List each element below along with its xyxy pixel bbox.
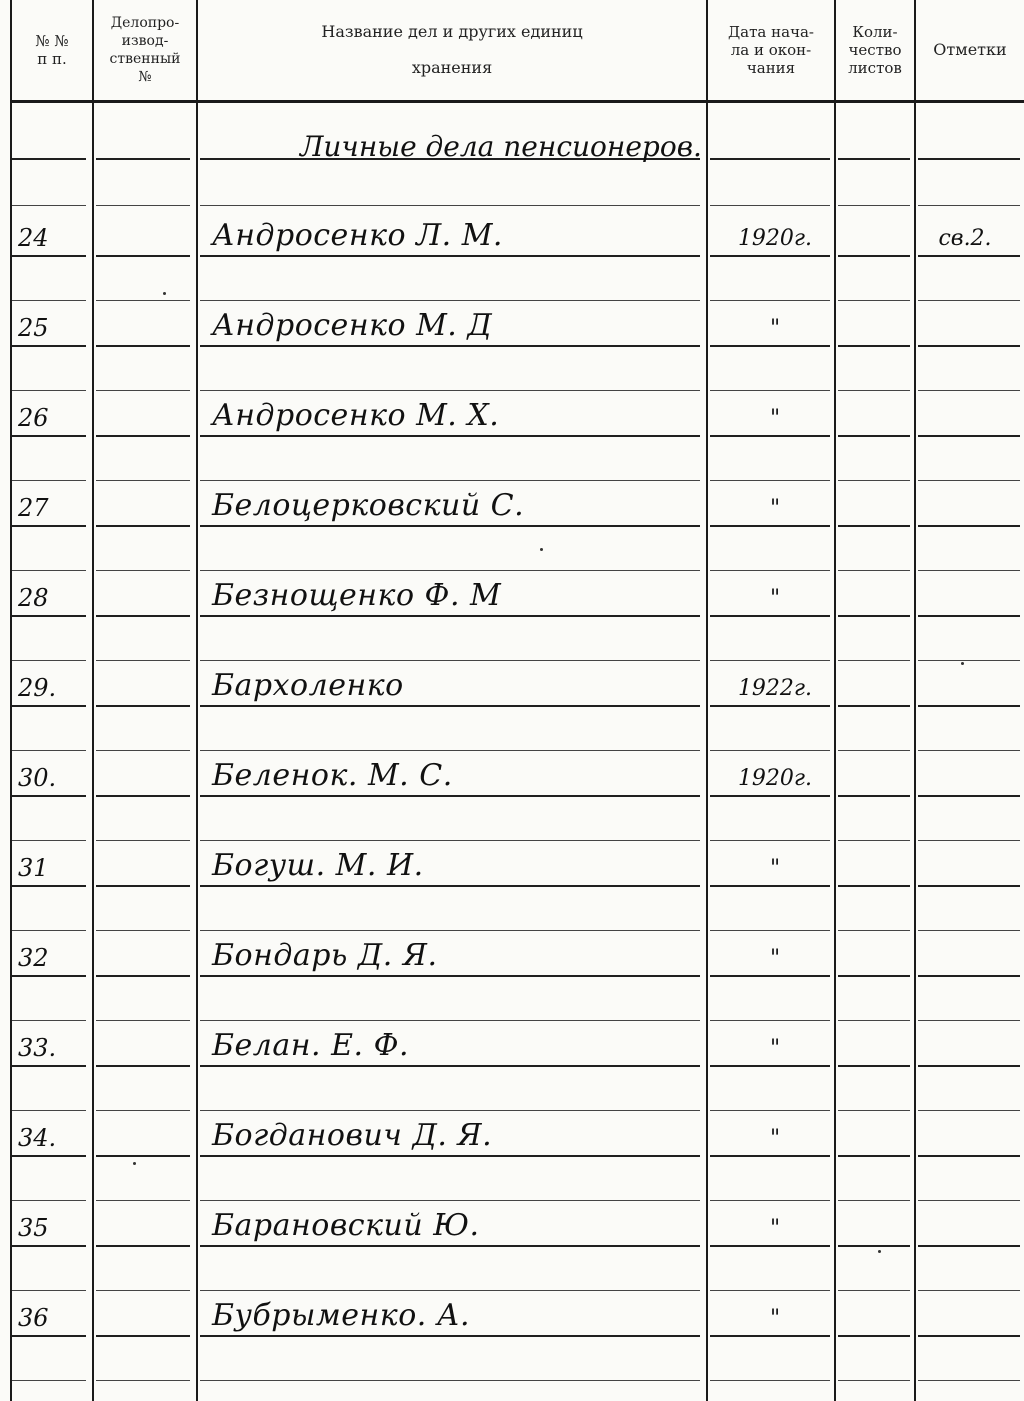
- case-date: ": [769, 406, 781, 431]
- row-rule: [710, 1290, 830, 1291]
- paper-speck: [878, 1250, 881, 1253]
- row-rule: [918, 975, 1020, 977]
- row-rule: [918, 1245, 1020, 1247]
- row-rule: [12, 795, 86, 797]
- row-rule: [200, 1065, 700, 1067]
- row-rule: [200, 570, 700, 571]
- row-rule: [96, 300, 190, 301]
- row-rule: [12, 525, 86, 527]
- row-number: 36: [18, 1304, 49, 1332]
- row-rule: [838, 205, 910, 206]
- row-rule: [838, 525, 910, 527]
- row-rule: [838, 1245, 910, 1247]
- row-rule: [710, 255, 830, 257]
- row-rule: [838, 345, 910, 347]
- row-rule: [200, 750, 700, 751]
- row-rule: [710, 158, 830, 160]
- row-rule: [710, 930, 830, 931]
- row-rule: [918, 158, 1020, 160]
- row-rule: [12, 480, 86, 481]
- row-number: 29.: [18, 674, 57, 702]
- row-rule: [96, 750, 190, 751]
- row-rule: [96, 570, 190, 571]
- row-rule: [838, 1290, 910, 1291]
- row-rule: [200, 390, 700, 391]
- row-rule: [200, 1335, 700, 1337]
- row-rule: [200, 840, 700, 841]
- row-rule: [710, 1110, 830, 1111]
- row-rule: [838, 1335, 910, 1337]
- row-rule: [838, 975, 910, 977]
- row-rule: [918, 1065, 1020, 1067]
- row-rule: [12, 1245, 86, 1247]
- row-rule: [96, 705, 190, 707]
- row-rule: [918, 840, 1020, 841]
- row-rule: [838, 1020, 910, 1021]
- row-rule: [838, 840, 910, 841]
- row-rule: [710, 660, 830, 661]
- case-date: ": [769, 1126, 781, 1151]
- row-rule: [838, 435, 910, 437]
- paper-speck: [133, 1162, 136, 1165]
- row-rule: [838, 1200, 910, 1201]
- row-rule: [710, 795, 830, 797]
- row-rule: [96, 525, 190, 527]
- row-rule: [200, 525, 700, 527]
- section-title: Личные дела пенсионеров.: [300, 130, 702, 163]
- row-rule: [96, 480, 190, 481]
- row-rule: [710, 525, 830, 527]
- row-rule: [96, 1020, 190, 1021]
- row-rule: [12, 300, 86, 301]
- row-rule: [838, 615, 910, 617]
- row-rule: [918, 255, 1020, 257]
- row-rule: [96, 255, 190, 257]
- row-rule: [200, 975, 700, 977]
- row-number: 31: [18, 854, 49, 882]
- row-rule: [838, 705, 910, 707]
- row-rule: [918, 300, 1020, 301]
- row-rule: [12, 1110, 86, 1111]
- paper-speck: [961, 662, 964, 665]
- row-rule: [918, 660, 1020, 661]
- row-rule: [12, 1065, 86, 1067]
- row-rule: [838, 300, 910, 301]
- header-col-dates: Дата нача- ла и окон- чания: [727, 23, 814, 77]
- row-rule: [200, 930, 700, 931]
- row-number: 25: [18, 314, 49, 342]
- row-rule: [710, 975, 830, 977]
- case-title: Андросенко Л. М.: [212, 218, 503, 253]
- header-rule: [10, 100, 1024, 103]
- row-rule: [918, 390, 1020, 391]
- header-col-title: Название дел и других единиц хранения: [321, 22, 583, 77]
- row-rule: [12, 840, 86, 841]
- header-col-office-number: Делопро- извод- ственный №: [109, 15, 181, 85]
- row-rule: [12, 570, 86, 571]
- row-rule: [838, 1110, 910, 1111]
- case-title: Безнощенко Ф. М: [212, 578, 502, 613]
- row-rule: [96, 795, 190, 797]
- row-rule: [710, 615, 830, 617]
- column-rule: [10, 0, 12, 1401]
- column-rule: [196, 0, 198, 1401]
- row-rule: [710, 1020, 830, 1021]
- column-rule: [92, 0, 94, 1401]
- row-rule: [838, 795, 910, 797]
- row-rule: [710, 390, 830, 391]
- row-rule: [710, 1380, 830, 1381]
- row-rule: [12, 1380, 86, 1381]
- row-rule: [96, 205, 190, 206]
- row-rule: [710, 205, 830, 206]
- row-rule: [200, 1380, 700, 1381]
- case-date: 1922г.: [737, 676, 813, 701]
- row-rule: [918, 525, 1020, 527]
- row-rule: [12, 390, 86, 391]
- row-rule: [200, 300, 700, 301]
- row-rule: [710, 750, 830, 751]
- row-rule: [710, 300, 830, 301]
- row-rule: [12, 158, 86, 160]
- header-col-notes: Отметки: [933, 40, 1007, 59]
- case-title: Беленок. М. С.: [212, 758, 453, 793]
- row-rule: [918, 1380, 1020, 1381]
- row-rule: [96, 435, 190, 437]
- case-note: св.2.: [938, 226, 992, 251]
- row-rule: [918, 205, 1020, 206]
- row-rule: [918, 1110, 1020, 1111]
- header-col-sheets: Коли- чество листов: [848, 23, 902, 77]
- row-rule: [200, 1110, 700, 1111]
- row-rule: [12, 615, 86, 617]
- row-rule: [918, 615, 1020, 617]
- row-rule: [96, 930, 190, 931]
- row-number: 33.: [18, 1034, 57, 1062]
- row-rule: [96, 1200, 190, 1201]
- row-rule: [918, 750, 1020, 751]
- row-rule: [838, 390, 910, 391]
- row-rule: [918, 345, 1020, 347]
- row-rule: [96, 1380, 190, 1381]
- row-rule: [12, 255, 86, 257]
- row-rule: [96, 975, 190, 977]
- row-rule: [200, 1290, 700, 1291]
- row-rule: [200, 795, 700, 797]
- row-rule: [710, 705, 830, 707]
- case-title: Белоцерковский С.: [212, 488, 525, 523]
- row-rule: [918, 795, 1020, 797]
- row-number: 32: [18, 944, 49, 972]
- row-rule: [12, 975, 86, 977]
- case-date: ": [769, 496, 781, 521]
- row-rule: [710, 570, 830, 571]
- row-rule: [838, 480, 910, 481]
- case-date: ": [769, 946, 781, 971]
- row-rule: [918, 885, 1020, 887]
- case-title: Бондарь Д. Я.: [212, 938, 438, 973]
- case-date: ": [769, 316, 781, 341]
- row-number: 28: [18, 584, 49, 612]
- case-title: Богданович Д. Я.: [212, 1118, 493, 1153]
- row-rule: [838, 750, 910, 751]
- column-rule: [706, 0, 708, 1401]
- row-rule: [96, 885, 190, 887]
- header-col-num: № № п п.: [35, 32, 69, 68]
- row-rule: [12, 1335, 86, 1337]
- row-rule: [200, 205, 700, 206]
- case-title: Андросенко М. Х.: [212, 398, 500, 433]
- row-rule: [12, 750, 86, 751]
- paper-speck: [163, 292, 166, 295]
- row-rule: [200, 1245, 700, 1247]
- row-rule: [12, 1155, 86, 1157]
- case-date: ": [769, 1216, 781, 1241]
- row-number: 27: [18, 494, 49, 522]
- paper-speck: [540, 548, 543, 551]
- row-rule: [838, 158, 910, 160]
- row-rule: [200, 885, 700, 887]
- row-rule: [918, 1155, 1020, 1157]
- row-rule: [12, 885, 86, 887]
- row-rule: [96, 615, 190, 617]
- row-rule: [12, 205, 86, 206]
- case-date: ": [769, 856, 781, 881]
- row-rule: [838, 885, 910, 887]
- case-date: ": [769, 586, 781, 611]
- row-rule: [838, 660, 910, 661]
- row-rule: [96, 1290, 190, 1291]
- row-rule: [96, 345, 190, 347]
- row-rule: [96, 1065, 190, 1067]
- case-title: Бубрыменко. А.: [212, 1298, 471, 1333]
- column-rule: [834, 0, 836, 1401]
- row-rule: [710, 1200, 830, 1201]
- row-rule: [200, 1020, 700, 1021]
- row-number: 34.: [18, 1124, 57, 1152]
- row-rule: [12, 1200, 86, 1201]
- row-rule: [918, 930, 1020, 931]
- row-rule: [918, 705, 1020, 707]
- row-rule: [918, 1290, 1020, 1291]
- row-rule: [918, 435, 1020, 437]
- row-rule: [200, 1155, 700, 1157]
- row-rule: [710, 1065, 830, 1067]
- row-rule: [918, 480, 1020, 481]
- case-date: 1920г.: [737, 766, 813, 791]
- row-rule: [838, 1380, 910, 1381]
- row-rule: [918, 1020, 1020, 1021]
- row-rule: [838, 255, 910, 257]
- case-date: 1920г.: [737, 226, 813, 251]
- row-rule: [710, 480, 830, 481]
- column-rule: [914, 0, 916, 1401]
- row-rule: [918, 1200, 1020, 1201]
- row-rule: [12, 930, 86, 931]
- row-rule: [710, 1335, 830, 1337]
- row-rule: [12, 660, 86, 661]
- row-rule: [710, 1155, 830, 1157]
- case-title: Барановский Ю.: [212, 1208, 480, 1243]
- row-rule: [200, 615, 700, 617]
- row-rule: [96, 660, 190, 661]
- row-rule: [710, 345, 830, 347]
- row-rule: [12, 1290, 86, 1291]
- row-rule: [12, 435, 86, 437]
- row-rule: [96, 390, 190, 391]
- row-rule: [918, 570, 1020, 571]
- row-rule: [96, 1245, 190, 1247]
- case-title: Богуш. М. И.: [212, 848, 424, 883]
- row-rule: [12, 1020, 86, 1021]
- row-rule: [200, 1200, 700, 1201]
- row-rule: [12, 345, 86, 347]
- row-rule: [96, 840, 190, 841]
- row-number: 35: [18, 1214, 49, 1242]
- row-number: 26: [18, 404, 49, 432]
- row-rule: [12, 705, 86, 707]
- row-rule: [710, 435, 830, 437]
- row-rule: [200, 255, 700, 257]
- row-rule: [200, 435, 700, 437]
- case-date: ": [769, 1306, 781, 1331]
- row-number: 30.: [18, 764, 57, 792]
- row-rule: [918, 1335, 1020, 1337]
- row-rule: [96, 1155, 190, 1157]
- row-rule: [96, 1110, 190, 1111]
- row-rule: [710, 1245, 830, 1247]
- row-rule: [200, 705, 700, 707]
- row-rule: [200, 480, 700, 481]
- row-rule: [710, 840, 830, 841]
- row-rule: [838, 1065, 910, 1067]
- case-title: Белан. Е. Ф.: [212, 1028, 410, 1063]
- row-number: 24: [18, 224, 49, 252]
- row-rule: [838, 1155, 910, 1157]
- row-rule: [200, 345, 700, 347]
- case-date: ": [769, 1036, 781, 1061]
- row-rule: [200, 660, 700, 661]
- case-title: Бархоленко: [212, 668, 404, 703]
- row-rule: [838, 570, 910, 571]
- row-rule: [96, 1335, 190, 1337]
- case-title: Андросенко М. Д: [212, 308, 493, 343]
- row-rule: [838, 930, 910, 931]
- row-rule: [96, 158, 190, 160]
- row-rule: [710, 885, 830, 887]
